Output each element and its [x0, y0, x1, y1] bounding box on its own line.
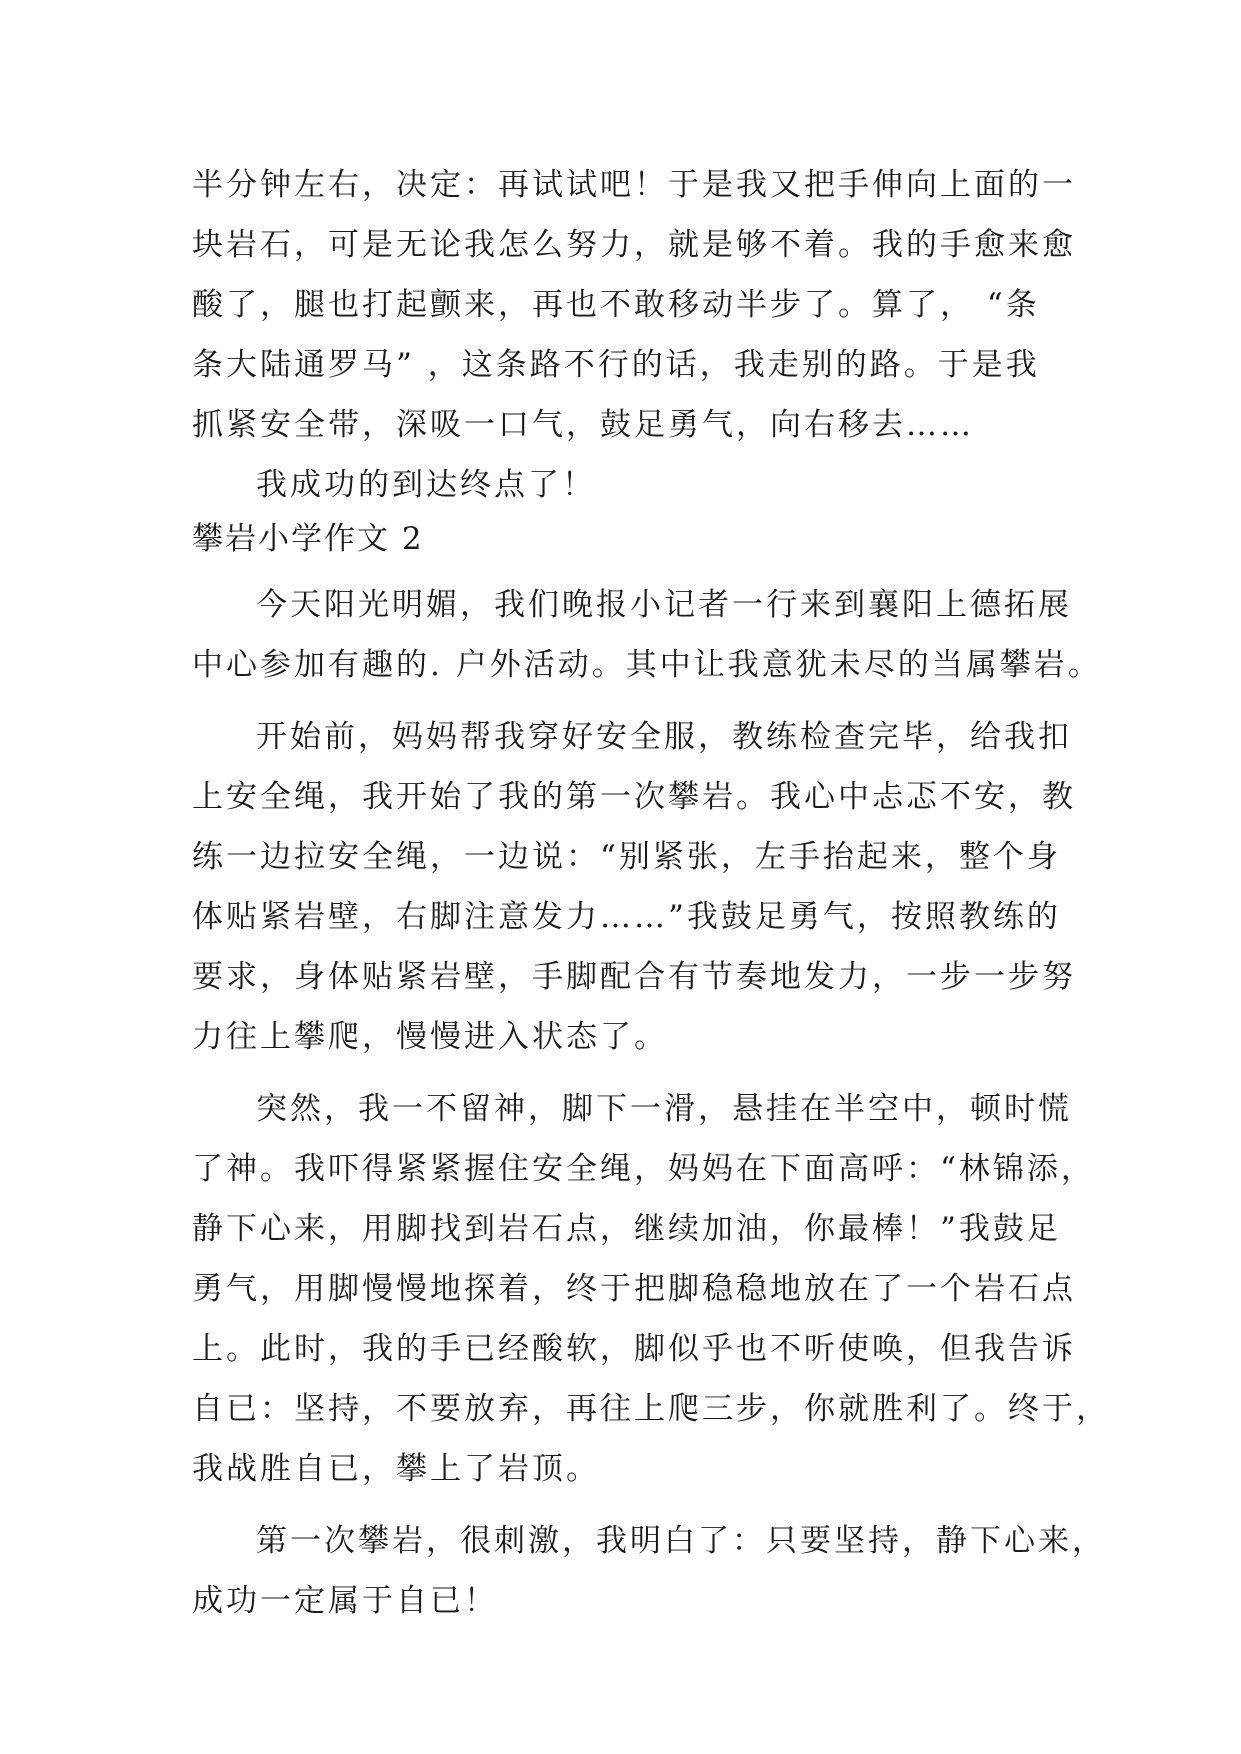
- document-body: [192, 155, 1110, 1631]
- text-line: 半分钟左右，决定：再试试吧！于是我又把手伸向上面的一: [192, 167, 1076, 203]
- paragraph-continuation: [192, 155, 1076, 455]
- text-line: 上。此时，我的手已经酸软，脚似乎也不听使唤，但我告诉: [192, 1331, 1076, 1367]
- text-line: 第一次攀岩，很刺激，我明白了：只要坚持，静下心来，: [256, 1523, 1106, 1559]
- paragraph: [192, 707, 1076, 1067]
- text-line: 要求，身体贴紧岩壁，手脚配合有节奏地发力，一步一步努: [192, 959, 1076, 995]
- text-line: 开始前，妈妈帮我穿好安全服，教练检查完毕，给我扣: [256, 719, 1072, 755]
- text-line: 体贴紧岩壁，右脚注意发力……”我鼓足勇气，按照教练的: [192, 899, 1061, 935]
- text-line: 了神。我吓得紧紧握住安全绳，妈妈在下面高呼：“林锦添，: [192, 1151, 1095, 1187]
- text-line: 条大陆通罗马” ，这条路不行的话，我走别的路。于是我: [192, 347, 1040, 383]
- text-line: 突然，我一不留神，脚下一滑，悬挂在半空中，顿时慌: [256, 1091, 1072, 1127]
- text-line: 抓紧安全带，深吸一口气，鼓足勇气，向右移去……: [192, 407, 974, 443]
- text-line: 块岩石，可是无论我怎么努力，就是够不着。我的手愈来愈: [192, 227, 1076, 263]
- paragraph: [192, 1511, 1106, 1631]
- closing-sentence: 我成功的到达终点了！: [256, 467, 596, 503]
- essay-title: 攀岩小学作文 2: [192, 521, 424, 557]
- text-line: 中心参加有趣的. 户外活动。其中让我意犹未尽的当属攀岩。: [192, 647, 1102, 683]
- text-line: 今天阳光明媚，我们晚报小记者一行来到襄阳上德拓展: [256, 587, 1072, 623]
- spacer: [192, 1499, 1072, 1511]
- text-line: 酸了，腿也打起颤来，再也不敢移动半步了。算了， “条: [192, 287, 1040, 323]
- text-line: 我战胜自已，攀上了岩顶。: [192, 1451, 600, 1487]
- text-line: 上安全绳，我开始了我的第一次攀岩。我心中忐忑不安，教: [192, 779, 1076, 815]
- spacer: [192, 563, 1072, 575]
- text-line: 自已：坚持，不要放弃，再往上爬三步，你就胜利了。终于，: [192, 1391, 1110, 1427]
- text-line: 勇气，用脚慢慢地探着，终于把脚稳稳地放在了一个岩石点: [192, 1271, 1076, 1307]
- text-line: 成功一定属于自已！: [192, 1583, 498, 1619]
- spacer: [192, 1067, 1072, 1079]
- paragraph: [192, 575, 1102, 695]
- spacer: [192, 695, 1072, 707]
- text-line: 练一边拉安全绳，一边说：“别紧张，左手抬起来，整个身: [192, 839, 1061, 875]
- text-line: 静下心来，用脚找到岩石点，继续加油，你最棒！”我鼓足: [192, 1211, 1061, 1247]
- paragraph: [192, 1079, 1110, 1499]
- text-line: 力往上攀爬，慢慢进入状态了。: [192, 1019, 668, 1055]
